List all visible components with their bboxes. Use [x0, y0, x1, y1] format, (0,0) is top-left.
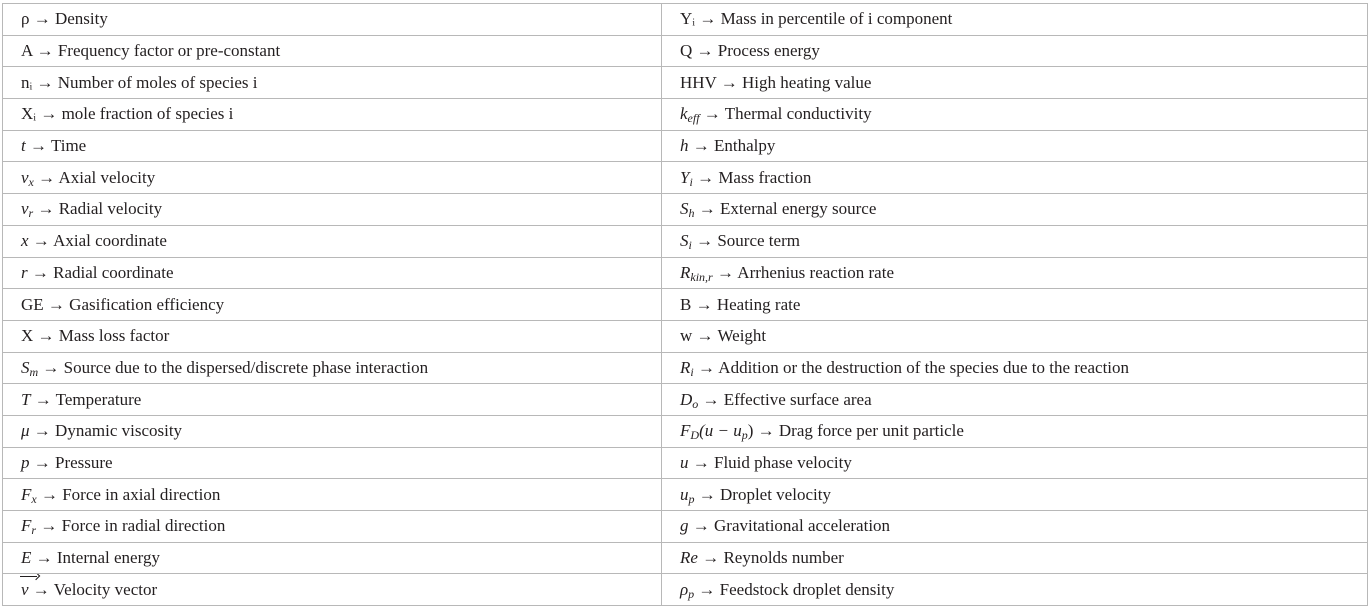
symbol-cell-right [662, 35, 1368, 67]
right-arrow-icon: → [33, 452, 51, 472]
symbol-letter: Y [680, 167, 690, 187]
right-arrow-icon: → [29, 136, 47, 156]
symbol [21, 104, 36, 123]
symbol-description: Source term [717, 231, 800, 251]
right-arrow-icon: → [696, 41, 714, 61]
right-arrow-icon: → [698, 484, 716, 504]
symbol-subscript: p [688, 586, 695, 601]
symbol-description: Force in axial direction [62, 484, 221, 504]
right-arrow-icon: → [37, 326, 55, 346]
table-row [3, 320, 1368, 352]
symbol-tail: (u − u [699, 421, 742, 441]
symbol-letter: X [21, 326, 34, 346]
symbol-letter: R [680, 357, 691, 377]
symbol-cell-left [3, 574, 662, 606]
symbol-cell-left [3, 320, 662, 352]
table-row [3, 225, 1368, 257]
symbol-cell-right [662, 415, 1368, 447]
symbol-description: Mass loss factor [58, 326, 170, 346]
symbol [21, 580, 29, 599]
symbol-letter: S [680, 231, 689, 251]
symbol-description: Axial velocity [58, 167, 156, 187]
symbol-description: Effective surface area [723, 389, 872, 409]
symbol-cell-left [3, 67, 662, 99]
symbol [680, 199, 695, 221]
right-arrow-icon: → [757, 421, 775, 441]
table-row [3, 67, 1368, 99]
symbol-letter: t [21, 136, 26, 156]
symbol-subscript: x [31, 491, 37, 506]
symbol-description: Mass fraction [718, 167, 812, 187]
symbol-description: Addition or the destruction of the species due to the reaction [718, 357, 1130, 377]
right-arrow-icon: → [692, 452, 710, 472]
nomenclature-table-body [3, 4, 1368, 606]
right-arrow-icon: → [40, 516, 58, 536]
right-arrow-icon: → [36, 72, 54, 92]
symbol-letter: g [680, 516, 689, 536]
right-arrow-icon: → [42, 357, 60, 377]
symbol-cell-right [662, 479, 1368, 511]
symbol-subscript: kin,r [690, 269, 713, 284]
symbol-cell-left [3, 4, 662, 36]
symbol [21, 326, 33, 345]
symbol-letter: R [680, 262, 691, 282]
right-arrow-icon: → [698, 579, 716, 599]
symbol-tail-end: ) [747, 421, 754, 441]
symbol [21, 9, 29, 28]
symbol-letter: r [21, 262, 28, 282]
symbol-description: Dynamic viscosity [55, 421, 183, 441]
right-arrow-icon: → [40, 104, 58, 124]
right-arrow-icon: → [38, 167, 56, 187]
right-arrow-icon: → [720, 72, 738, 92]
symbol-letter: D [680, 389, 693, 409]
symbol-description: Droplet velocity [720, 484, 831, 504]
symbol-description: Velocity vector [53, 579, 158, 599]
symbol-letter: F [21, 516, 32, 536]
right-arrow-icon: → [699, 9, 717, 29]
table-row [3, 574, 1368, 606]
symbol-description: Heating rate [716, 294, 801, 314]
right-arrow-icon: → [716, 262, 734, 282]
symbol-letter: ρ [680, 579, 689, 599]
symbol-letter: nᵢ [21, 72, 33, 92]
symbol-cell-left [3, 289, 662, 321]
right-arrow-icon: → [33, 421, 51, 441]
table-row [3, 447, 1368, 479]
symbol-cell-left [3, 194, 662, 226]
table-row [3, 352, 1368, 384]
symbol [21, 263, 28, 282]
right-arrow-icon: → [32, 231, 50, 251]
symbol-letter: F [680, 421, 691, 441]
symbol-subscript: x [28, 174, 34, 189]
symbol-subscript: eff [687, 111, 700, 126]
symbol [680, 421, 754, 443]
symbol-letter: Q [680, 41, 693, 61]
symbol-cell-right [662, 4, 1368, 36]
symbol-cell-right [662, 447, 1368, 479]
symbol-letter: v [21, 199, 29, 219]
symbol-letter: x [21, 231, 29, 251]
symbol [680, 580, 694, 599]
symbol-cell-right [662, 194, 1368, 226]
symbol-description: High heating value [742, 72, 872, 92]
right-arrow-icon: → [697, 167, 715, 187]
symbol-letter: k [680, 104, 688, 124]
symbol-cell-right [662, 99, 1368, 131]
symbol-cell-right [662, 574, 1368, 606]
symbol [21, 41, 32, 60]
table-row [3, 35, 1368, 67]
symbol-description: Frequency factor or pre-constant [57, 41, 281, 61]
symbol-letter: p [21, 452, 30, 472]
table-row [3, 479, 1368, 511]
symbol-letter: v [21, 167, 29, 187]
symbol-letter: HHV [680, 72, 717, 92]
symbol [21, 390, 30, 409]
symbol [680, 168, 693, 187]
symbol-description: Density [54, 9, 108, 29]
symbol-description: Reynolds number [723, 548, 844, 568]
symbol [680, 485, 695, 504]
symbol-cell-right [662, 542, 1368, 574]
symbol [680, 41, 692, 60]
symbol-cell-left [3, 130, 662, 162]
symbol-cell-left [3, 352, 662, 384]
symbol [680, 73, 717, 92]
symbol-description: Feedstock droplet density [719, 579, 895, 599]
right-arrow-icon: → [31, 262, 49, 282]
symbol-letter: F [21, 484, 32, 504]
symbol [21, 168, 34, 187]
symbol [680, 295, 691, 314]
symbol-letter: B [680, 294, 692, 314]
symbol-tail-subscript: p [741, 428, 748, 443]
right-arrow-icon: → [32, 579, 50, 599]
symbol-cell-left [3, 99, 662, 131]
nomenclature-table [2, 3, 1368, 606]
symbol [680, 516, 689, 535]
symbol [680, 136, 689, 155]
symbol-description: Axial coordinate [53, 231, 167, 251]
symbol-letter: μ [21, 421, 30, 441]
symbol-description: Weight [717, 326, 767, 346]
table-row [3, 384, 1368, 416]
symbol-description: Process energy [717, 41, 820, 61]
symbol [21, 199, 34, 221]
symbol [680, 104, 700, 126]
symbol-letter: Yᵢ [680, 9, 696, 29]
symbol-cell-right [662, 352, 1368, 384]
symbol-description: Mass in percentile of i component [720, 9, 953, 29]
symbol-description: Number of moles of species i [57, 72, 258, 92]
table-row [3, 4, 1368, 36]
right-arrow-icon: → [34, 389, 52, 409]
symbol [680, 263, 713, 282]
symbol-letter: T [21, 389, 31, 409]
right-arrow-icon: → [703, 104, 721, 124]
symbol-cell-right [662, 384, 1368, 416]
symbol-cell-left [3, 225, 662, 257]
symbol-subscript: r [31, 523, 37, 538]
table-row [3, 542, 1368, 574]
table-row [3, 511, 1368, 543]
symbol-description: Gravitational acceleration [714, 516, 891, 536]
symbol-subscript: r [28, 206, 34, 221]
symbol-subscript: h [688, 206, 695, 221]
symbol-letter: u [680, 452, 689, 472]
symbol-letter: v [21, 579, 29, 599]
symbol-subscript: o [692, 396, 699, 411]
symbol-cell-left [3, 511, 662, 543]
symbol-cell-left [3, 415, 662, 447]
symbol-letter: u [680, 484, 689, 504]
symbol-subscript: p [688, 491, 695, 506]
symbol-cell-right [662, 289, 1368, 321]
symbol-description: mole fraction of species i [61, 104, 234, 124]
right-arrow-icon: → [47, 294, 65, 314]
symbol [680, 453, 689, 472]
symbol-cell-left [3, 542, 662, 574]
symbol-description: Time [50, 136, 87, 156]
table-row [3, 99, 1368, 131]
symbol-description: Temperature [55, 389, 142, 409]
table-row [3, 130, 1368, 162]
table-row [3, 194, 1368, 226]
symbol-cell-right [662, 511, 1368, 543]
right-arrow-icon: → [33, 9, 51, 29]
symbol [21, 295, 44, 314]
symbol-cell-left [3, 384, 662, 416]
symbol-description: Pressure [55, 452, 113, 472]
symbol-description: External energy source [720, 199, 877, 219]
table-row [3, 289, 1368, 321]
symbol-subscript: m [29, 364, 39, 379]
right-arrow-icon: → [37, 199, 55, 219]
symbol-description: Internal energy [56, 548, 160, 568]
symbol-description: Drag force per unit particle [778, 421, 964, 441]
symbol-subscript: i [689, 174, 693, 189]
symbol-letter: E [21, 548, 32, 568]
symbol [21, 516, 37, 538]
right-arrow-icon: → [692, 516, 710, 536]
symbol-description: Fluid phase velocity [714, 452, 852, 472]
symbol [21, 421, 30, 440]
symbol-description: Radial velocity [58, 199, 163, 219]
symbol [680, 390, 698, 409]
right-arrow-icon: → [702, 389, 720, 409]
symbol [680, 358, 694, 377]
symbol-description: Radial coordinate [53, 262, 174, 282]
right-arrow-icon: → [35, 548, 53, 568]
table-row [3, 415, 1368, 447]
symbol-cell-left [3, 479, 662, 511]
right-arrow-icon: → [698, 199, 716, 219]
right-arrow-icon: → [697, 357, 715, 377]
symbol-cell-right [662, 320, 1368, 352]
symbol-letter: A [21, 41, 33, 61]
symbol-cell-left [3, 447, 662, 479]
symbol-cell-right [662, 67, 1368, 99]
symbol [21, 485, 37, 504]
right-arrow-icon: → [696, 231, 714, 251]
symbol-cell-right [662, 162, 1368, 194]
symbol-description: Force in radial direction [61, 516, 226, 536]
right-arrow-icon: → [40, 484, 58, 504]
symbol-description: Gasification efficiency [69, 294, 225, 314]
symbol [21, 358, 38, 377]
symbol-letter: Xᵢ [21, 104, 37, 124]
right-arrow-icon: → [702, 548, 720, 568]
table-row [3, 162, 1368, 194]
symbol-cell-right [662, 225, 1368, 257]
symbol-letter: Re [680, 548, 698, 568]
symbol [21, 231, 29, 250]
table-row [3, 257, 1368, 289]
symbol-description: Arrhenius reaction rate [737, 262, 894, 282]
symbol-description: Thermal conductivity [724, 104, 872, 124]
symbol-description: Source due to the dispersed/discrete phase interaction [63, 357, 429, 377]
right-arrow-icon: → [695, 294, 713, 314]
symbol [680, 326, 692, 345]
right-arrow-icon: → [692, 136, 710, 156]
symbol [21, 548, 31, 567]
right-arrow-icon: → [36, 41, 54, 61]
symbol-cell-right [662, 130, 1368, 162]
symbol-subscript: D [690, 428, 700, 443]
symbol [680, 548, 698, 567]
symbol-letter: S [21, 357, 30, 377]
symbol-cell-right [662, 257, 1368, 289]
symbol-letter: h [680, 136, 689, 156]
symbol [680, 9, 695, 28]
symbol-letter: GE [21, 294, 44, 314]
symbol-cell-left [3, 257, 662, 289]
symbol-subscript: i [690, 364, 694, 379]
symbol-letter: w [680, 326, 693, 346]
symbol-subscript: i [688, 238, 692, 253]
symbol-letter: ρ [21, 9, 30, 29]
symbol [21, 73, 32, 92]
symbol-letter: S [680, 199, 689, 219]
right-arrow-icon: → [696, 326, 714, 346]
symbol-cell-left [3, 162, 662, 194]
symbol [21, 136, 26, 155]
symbol [21, 453, 30, 472]
symbol-description: Enthalpy [714, 136, 776, 156]
symbol [680, 231, 692, 253]
symbol-cell-left [3, 35, 662, 67]
